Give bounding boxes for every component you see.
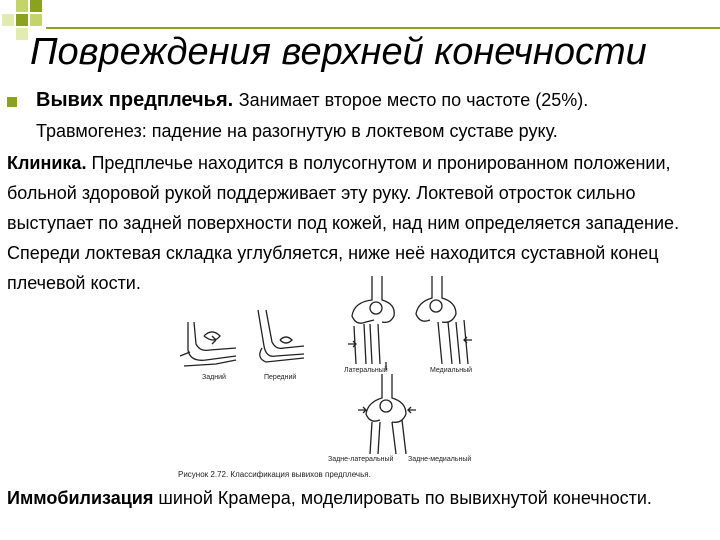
immobilization-label: Иммобилизация [7,488,154,508]
label-lateral: Латеральный [344,367,388,374]
label-posterior: Задний [202,374,226,381]
bullet-text: Занимает второе место по частоте (25%). [238,90,589,110]
bullet-square [7,97,17,107]
decor-square [30,14,42,26]
page-title: Повреждения верхней конечности [30,31,647,73]
posterior-combined-dislocation-drawing [358,362,416,454]
decor-square [16,0,28,12]
lateral-dislocation-drawing [348,276,394,364]
decor-square [30,0,42,12]
decor-square [2,14,14,26]
bullet-heading: Вывих предплечья. [36,89,234,111]
title-rule [46,27,720,29]
dislocation-figure [176,270,496,486]
bullet-line-2: Травмогенез: падение на разогнутую в локтевом суставе руку. [36,121,558,141]
decor-square [16,14,28,26]
medial-dislocation-drawing [416,276,472,364]
decor-square [16,28,28,40]
immobilization-text: шиной Крамера, моделировать по вывихнутой конечности. [158,488,652,508]
bullet-line-1 [36,89,588,112]
clinic-text: Предплечье находится в полусогнутом и пронированном положении, больной здоровой рукой поддерживает эту руку. Локтевой отросток сильно выступает по задней поверхности под кожей, над ним определяется западение. Спереди локтевая складка углубляется, ниже неё находится суставной конец плечевой кости. [7,153,680,293]
posterior-dislocation-drawing [180,322,236,366]
label-posteromedial: Задне-медиальный [408,456,472,463]
figure-caption: Рисунок 2.72. Классификация вывихов предплечья. [178,470,371,479]
immobilization-paragraph [7,484,713,512]
clinic-label: Клиника. [7,153,87,173]
label-posterolateral: Задне-латеральный [328,456,394,463]
label-anterior: Передний [264,374,297,381]
label-medial: Медиальный [430,367,473,374]
anterior-dislocation-drawing [258,310,304,362]
